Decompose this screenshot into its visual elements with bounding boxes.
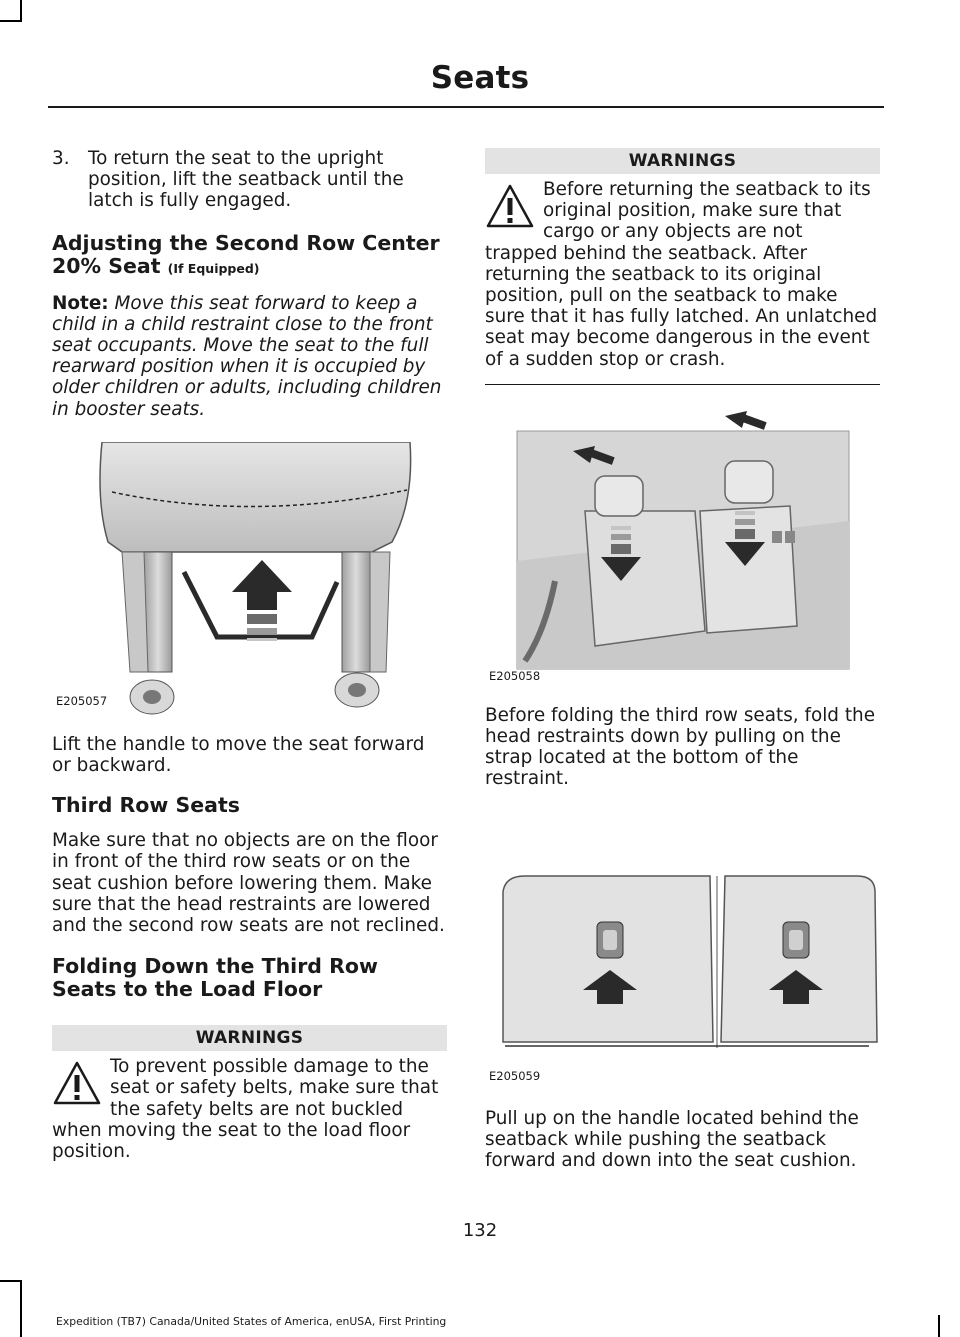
warning-divider: [485, 384, 880, 385]
section-heading-main: Adjusting the Second Row Center 20% Seat: [52, 230, 440, 278]
warning-box: [485, 148, 880, 385]
note-label: Note:: [52, 292, 109, 314]
seat-handle-illustration: [52, 442, 447, 718]
warning-text: Before returning the seatback to its original position, make sure that cargo or any objects are not trapped behind the seatback. After returning the seatback to its original position, pull on the seatback to make sure that it has fully latched. An unlatched seat may become dangerous in the event of a sudden stop or crash.: [485, 179, 878, 370]
right-column: [485, 148, 880, 1171]
figure-code: E205057: [56, 693, 108, 708]
header-divider: [48, 106, 884, 108]
figure-code: E205058: [489, 668, 541, 683]
crop-mark: [20, 0, 22, 22]
figure-seatback-handles: [485, 852, 880, 1092]
seatback-handles-illustration: [485, 852, 880, 1092]
footer-text: Expedition (TB7) Canada/United States of America, enUSA, First Printing: [56, 1315, 447, 1328]
warning-title: WARNINGS: [485, 148, 880, 174]
page-number: 132: [462, 1220, 498, 1241]
paragraph: Lift the handle to move the seat forward or backward.: [52, 733, 425, 777]
note: [52, 293, 447, 420]
figure-code: E205059: [489, 1069, 541, 1084]
crop-mark: [20, 1280, 22, 1337]
left-column: [52, 148, 447, 1162]
note-text: Move this seat forward to keep a child in a child restraint close to the front seat occupants. Move the seat to the full rearward position when it is occupied by older children or adults, including children in booster seats.: [52, 292, 442, 420]
page-title: Seats: [430, 60, 530, 96]
section-heading: [52, 232, 447, 280]
head-restraints-illustration: [485, 401, 880, 693]
step-number: 3.: [52, 148, 70, 169]
paragraph: Make sure that no objects are on the floor in front of the third row seats or on the seat cushion before lowering them. Make sure that the head restraints are lowered and the second row seats are not reclined.: [52, 830, 445, 937]
paragraph: Pull up on the handle located behind the seatback while pushing the seatback forward and down into the seat cushion.: [485, 1107, 859, 1172]
warning-triangle-icon: [52, 1060, 102, 1106]
figure-head-restraints: [485, 401, 880, 693]
warning-text: To prevent possible damage to the seat or safety belts, make sure that the safety belts are not buckled when moving the seat to the load floor position.: [52, 1056, 439, 1163]
crop-mark: [0, 1280, 22, 1282]
warning-body: [52, 1056, 447, 1162]
crop-mark: [938, 1315, 940, 1337]
warning-triangle-icon: [485, 183, 535, 229]
section-heading-suffix: (If Equipped): [167, 260, 260, 276]
section-heading: Folding Down the Third Row Seats to the Load Floor: [52, 954, 378, 1002]
step-3: [52, 148, 447, 212]
warning-body: [485, 179, 880, 370]
warning-box: [52, 1025, 447, 1162]
figure-seat-handle: [52, 442, 447, 718]
crop-mark: [0, 20, 22, 22]
warning-title: WARNINGS: [52, 1025, 447, 1051]
section-heading: Third Row Seats: [52, 793, 240, 818]
step-text: To return the seat to the upright position, lift the seatback until the latch is fully engaged.: [88, 148, 404, 212]
paragraph: Before folding the third row seats, fold the head restraints down by pulling on the strap located at the bottom of the restraint.: [485, 704, 876, 790]
